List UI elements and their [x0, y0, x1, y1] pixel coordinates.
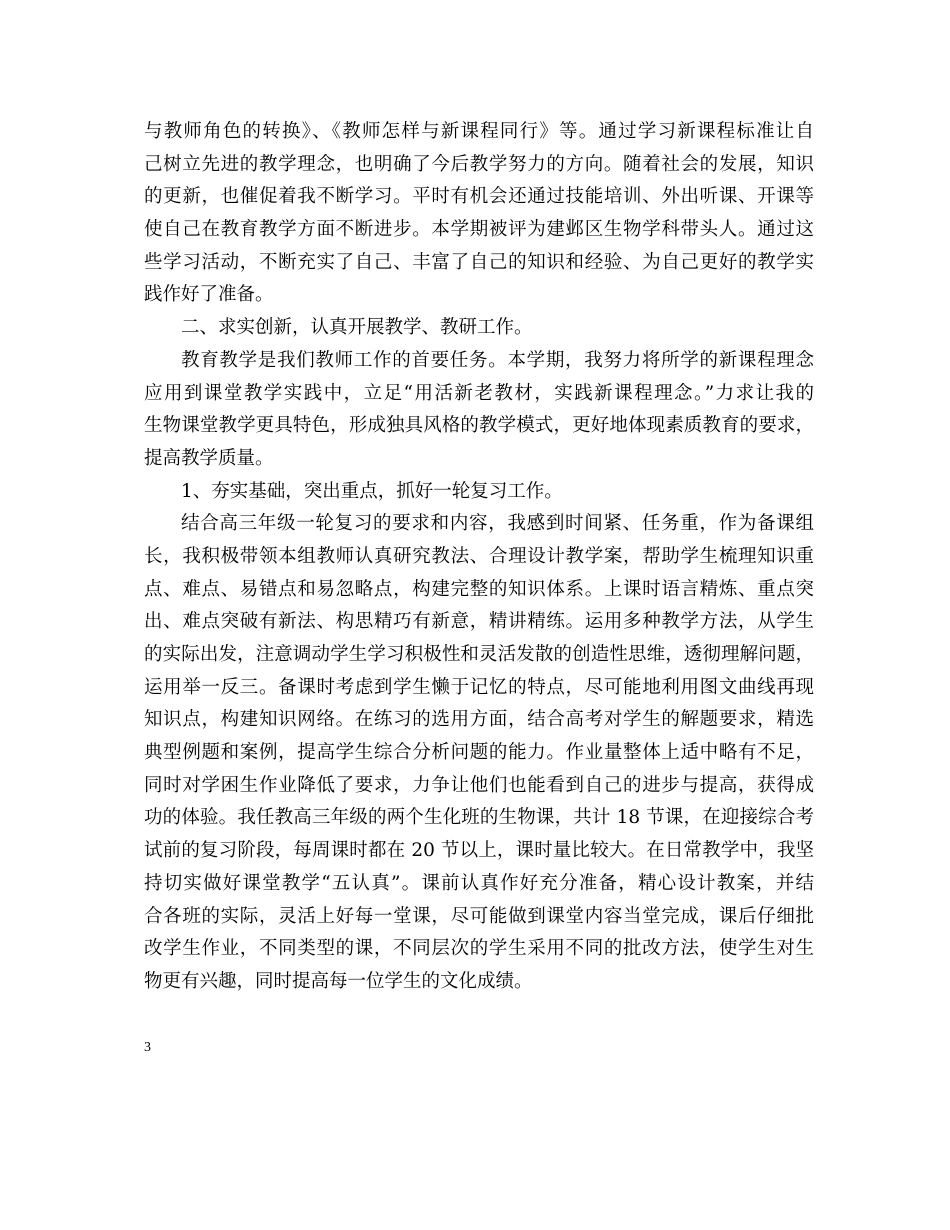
- subsection-heading: 1、夯实基础，突出重点，抓好一轮复习工作。: [181, 480, 563, 502]
- text-line: 物更有兴趣，同时提高每一位学生的文化成绩。: [144, 970, 533, 992]
- text-line: 长，我积极带领本组教师认真研究教法、合理设计教学案，帮助学生梳理知识重: [144, 545, 814, 567]
- text-line: 践作好了准备。: [144, 284, 274, 306]
- text-line: 知识点，构建知识网络。在练习的选用方面，结合高考对学生的解题要求，精选: [144, 709, 814, 731]
- text-line: 结合高三年级一轮复习的要求和内容，我感到时间紧、任务重，作为备课组: [181, 513, 814, 535]
- text-line: 的实际出发，注意调动学生学习积极性和灵活发散的创造性思维，透彻理解问题，: [144, 644, 814, 665]
- section-heading: 二、求实创新，认真开展教学、教研工作。: [181, 317, 533, 339]
- text-line: 功的体验。我任教高三年级的两个生化班的生物课，共计 18 节课，在迎接综合考: [144, 807, 814, 829]
- text-line: 出、难点突破有新法、构思精巧有新意，精讲精练。运用多种教学方法，从学生: [144, 611, 814, 633]
- text-line: 与教师角色的转换》、《教师怎样与新课程同行》等。通过学习新课程标准让自: [144, 121, 814, 142]
- text-line: 己树立先进的教学理念，也明确了今后教学努力的方向。随着社会的发展，知识: [144, 153, 814, 175]
- text-line: 合各班的实际，灵活上好每一堂课，尽可能做到课堂内容当堂完成，课后仔细批: [144, 905, 814, 927]
- text-line: 提高教学质量。: [144, 447, 274, 469]
- text-line: 些学习活动，不断充实了自己、丰富了自己的知识和经验、为自己更好的教学实: [144, 251, 814, 273]
- text-line: 持切实做好课堂教学“五认真”。课前认真作好充分准备，精心设计教案，并结: [144, 872, 814, 894]
- text-line: 生物课堂教学更具特色，形成独具风格的教学模式，更好地体现素质教育的要求，: [144, 415, 814, 437]
- text-line: 教育教学是我们教师工作的首要任务。本学期，我努力将所学的新课程理念: [181, 349, 814, 371]
- text-line: 的更新，也催促着我不断学习。平时有机会还通过技能培训、外出听课、开课等: [144, 186, 814, 208]
- text-line: 运用举一反三。备课时考虑到学生懒于记忆的特点，尽可能地利用图文曲线再现: [144, 676, 814, 698]
- text-line: 典型例题和案例，提高学生综合分析问题的能力。作业量整体上适中略有不足，: [144, 742, 814, 764]
- text-line: 试前的复习阶段，每周课时都在 20 节以上，课时量比较大。在日常教学中，我坚: [144, 840, 814, 862]
- text-line: 使自己在教育教学方面不断进步。本学期被评为建邺区生物学科带头人。通过这: [144, 219, 814, 241]
- body-text: [144, 116, 814, 999]
- text-line: 改学生作业，不同类型的课，不同层次的学生采用不同的批改方法，使学生对生: [144, 938, 814, 960]
- text-line: 同时对学困生作业降低了要求，力争让他们也能看到自己的进步与提高，获得成: [144, 774, 814, 796]
- page-number: 3: [144, 1040, 151, 1055]
- text-line: 应用到课堂教学实践中，立足“用活新老教材，实践新课程理念。”力求让我的: [144, 382, 814, 404]
- text-line: 点、难点、易错点和易忽略点，构建完整的知识体系。上课时语言精炼、重点突: [144, 578, 814, 600]
